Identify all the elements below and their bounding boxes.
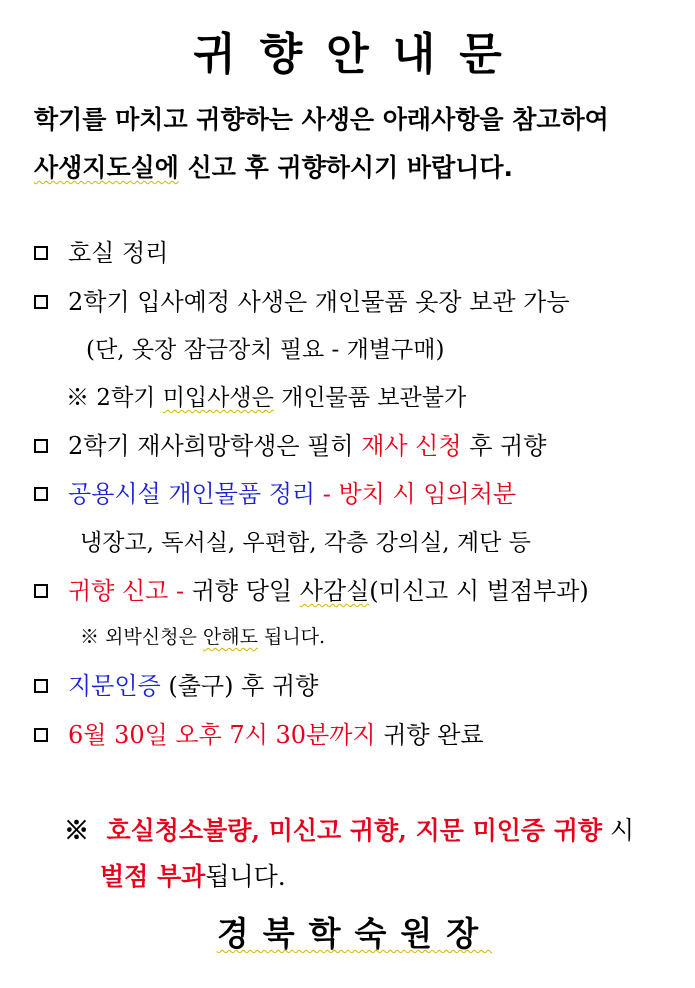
report-red: 귀향 신고 - bbox=[68, 577, 185, 605]
common-red: 방치 시 임의처분 bbox=[338, 480, 517, 508]
deadline-red: 6월 30일 오후 7시 30분까지 bbox=[68, 721, 376, 749]
warning-text: 시 bbox=[602, 816, 635, 845]
reapply-prefix: 2학기 재사희망학생은 필히 bbox=[68, 432, 362, 460]
item-room bbox=[34, 233, 168, 268]
intro-office-text: 사생지도실에 bbox=[34, 153, 179, 182]
item-storage-text: 2학기 입사예정 사생은 개인물품 옷장 보관 가능 bbox=[68, 288, 570, 316]
fingerprint-blue: 지문인증 bbox=[68, 672, 161, 700]
item-reapply bbox=[34, 426, 546, 461]
item-storage-sub2 bbox=[66, 379, 466, 412]
report-note bbox=[80, 622, 325, 649]
checkbox-square-icon bbox=[34, 439, 48, 453]
deadline-text: 귀향 완료 bbox=[375, 721, 484, 749]
sub2-suffix: 개인물품 보관불가 bbox=[273, 385, 467, 411]
checkbox-square-icon bbox=[34, 246, 48, 260]
warning-mark: ※ bbox=[64, 816, 90, 845]
item-storage bbox=[34, 282, 570, 317]
report-text2: (미신고 시 벌점부과) bbox=[369, 577, 589, 605]
item-storage-sub1: (단, 옷장 잠금장치 필요 - 개별구매) bbox=[86, 337, 445, 363]
warning-line-1 bbox=[64, 811, 634, 847]
note-prefix: ※ 외박신청은 bbox=[80, 626, 203, 648]
common-dash: - bbox=[315, 480, 339, 508]
note-wavy: 안해도 bbox=[202, 626, 258, 648]
item-common-sub: 냉장고, 독서실, 우편함, 각층 강의실, 계단 등 bbox=[80, 530, 531, 556]
footer-text: 경북학숙원장 bbox=[216, 914, 493, 953]
warning-line-2 bbox=[100, 857, 286, 893]
fingerprint-text: (출구) 후 귀향 bbox=[160, 672, 319, 700]
page-title: 귀향안내문 bbox=[193, 29, 526, 80]
checkbox-square-icon bbox=[34, 679, 48, 693]
intro-line-1: 학기를 마치고 귀향하는 사생은 아래사항을 참고하여 bbox=[34, 105, 609, 134]
warning-red: 호실청소불량, 미신고 귀향, 지문 미인증 귀향 bbox=[106, 816, 603, 845]
intro-line-2 bbox=[34, 148, 674, 184]
warning-text2: 됩니다. bbox=[205, 862, 286, 891]
common-blue: 공용시설 개인물품 정리 bbox=[68, 480, 316, 508]
checkbox-square-icon bbox=[34, 728, 48, 742]
sub2-prefix: ※ 2학기 bbox=[66, 385, 163, 411]
warning-red2: 벌점 부과 bbox=[100, 862, 206, 891]
item-fingerprint bbox=[34, 666, 318, 701]
intro-rest-text: 신고 후 귀향하시기 바랍니다. bbox=[178, 153, 514, 182]
footer-signature bbox=[0, 908, 695, 955]
report-wavy: 사감실 bbox=[299, 577, 370, 605]
report-text1: 귀향 당일 bbox=[184, 577, 300, 605]
sub2-wavy: 미입사생은 bbox=[162, 385, 274, 411]
checkbox-square-icon bbox=[34, 487, 48, 501]
item-deadline bbox=[34, 715, 484, 750]
item-room-text: 호실 정리 bbox=[68, 239, 169, 267]
checkbox-square-icon bbox=[34, 295, 48, 309]
item-common bbox=[34, 474, 516, 509]
item-report bbox=[34, 571, 589, 606]
reapply-suffix: 후 귀향 bbox=[461, 432, 547, 460]
note-suffix: 됩니다. bbox=[257, 626, 326, 648]
checkbox-square-icon bbox=[34, 584, 48, 598]
reapply-highlight: 재사 신청 bbox=[361, 432, 462, 460]
